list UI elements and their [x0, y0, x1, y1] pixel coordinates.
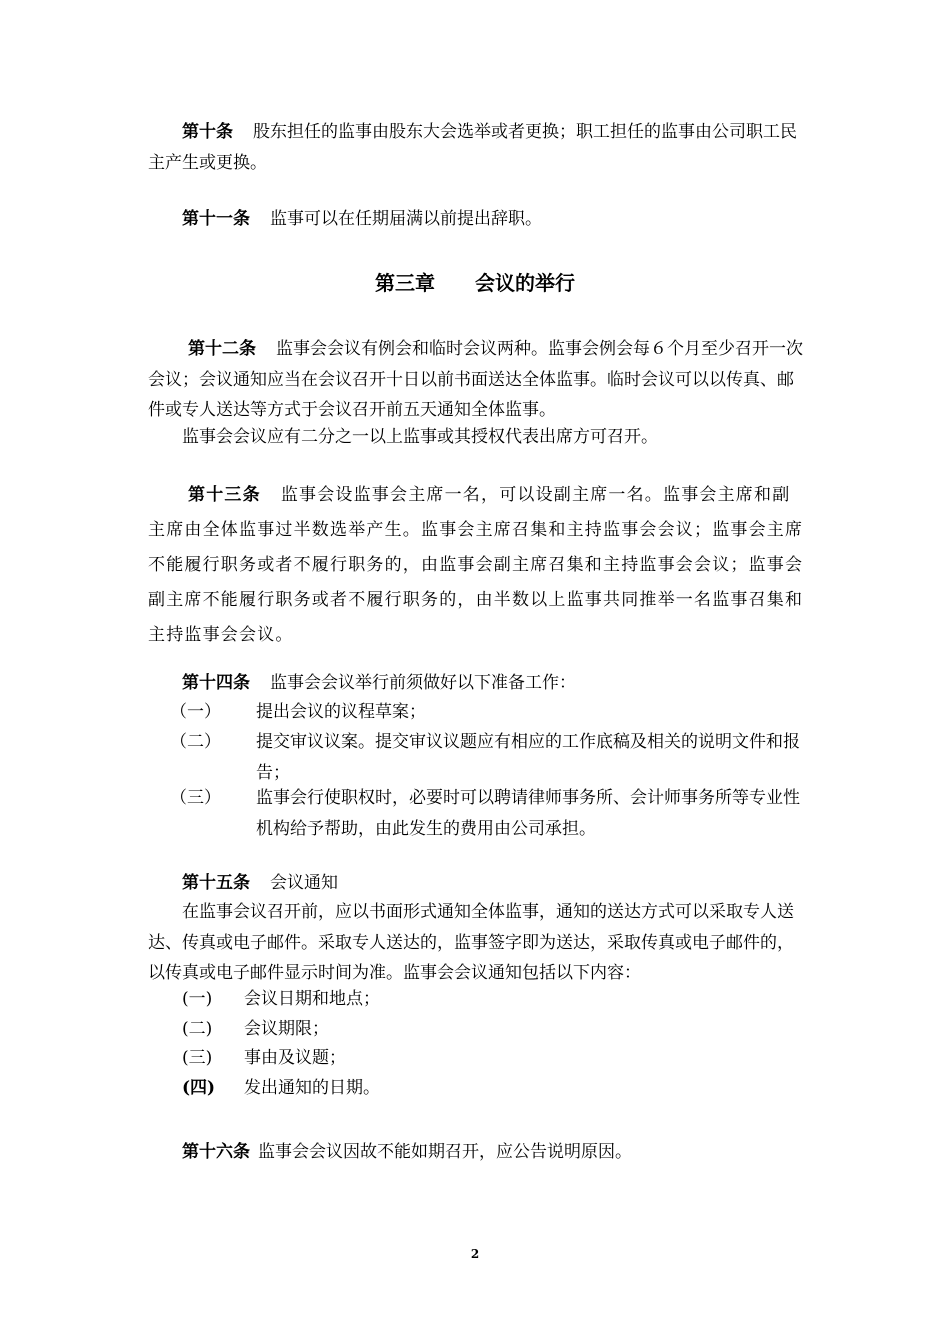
list-item-number: (一) [182, 989, 213, 1009]
article-16 [148, 1137, 808, 1168]
article-15-text: 会议通知 [270, 873, 338, 893]
list-item-number: (三) [182, 1048, 213, 1068]
article-15-label: 第十五条 [182, 873, 250, 893]
article-11-text: 监事可以在任期届满以前提出辞职。 [270, 209, 542, 229]
list-item-number: （三） [170, 788, 221, 808]
article-14-label: 第十四条 [182, 673, 250, 693]
article-15 [148, 868, 808, 899]
list-item-number: （二） [170, 732, 221, 752]
list-item-text: 提出会议的议程草案； [256, 702, 426, 722]
article-12-text: 监事会会议有例会和临时会议两种。监事会例会每６个月至少召开一次会议；会议通知应当在会议召开十日以前书面送达全体监事。临时会议可以以传真、邮件或专人送达等方式于会议召开前五天通知全体监事。 [148, 339, 803, 420]
article-12-label: 第十二条 [188, 339, 256, 359]
article-11 [148, 204, 808, 235]
list-item-text: 会议期限； [244, 1019, 329, 1039]
list-item-number: (四) [182, 1078, 216, 1098]
article-13 [148, 478, 808, 653]
chapter-prefix: 第三章 [375, 271, 435, 295]
article-16-label: 第十六条 [182, 1142, 250, 1162]
list-item-text: 发出通知的日期。 [244, 1078, 380, 1098]
page-number: 2 [470, 1247, 480, 1261]
article-15-para-2: 在监事会议召开前，应以书面形式通知全体监事，通知的送达方式可以采取专人送达、传真或电子邮件。采取专人送达的，监事签字即为送达，采取传真或电子邮件的，以传真或电子邮件显示时间为准。监事会会议通知包括以下内容： [148, 902, 794, 983]
article-16-text: 监事会会议因故不能如期召开，应公告说明原因。 [258, 1142, 632, 1162]
chapter-title: 会议的举行 [475, 271, 575, 295]
list-item-text: 事由及议题； [244, 1048, 346, 1068]
article-13-label: 第十三条 [188, 485, 261, 505]
list-item-number: （一） [170, 702, 221, 722]
article-11-label: 第十一条 [182, 209, 250, 229]
article-10-label: 第十条 [182, 122, 233, 142]
article-14-text: 监事会会议举行前须做好以下准备工作： [270, 673, 576, 693]
list-item-text: 会议日期和地点； [244, 989, 380, 1009]
list-item-number: (二) [182, 1019, 213, 1039]
article-13-text: 监事会设监事会主席一名，可以设副主席一名。监事会主席和副主席由全体监事过半数选举产生。监事会主席召集和主持监事会会议；监事会主席不能履行职务或者不履行职务的，由监事会副主席召集和主持监事会会议；监事会副主席不能履行职务或者不履行职务的，由半数以上监事共同推举一名监事召集和主持监事会会议。 [148, 485, 804, 645]
list-item-text: 提交审议议案。提交审议议题应有相应的工作底稿及相关的说明文件和报告； [256, 732, 800, 783]
article-10 [148, 117, 808, 178]
list-item-text: 监事会行使职权时，必要时可以聘请律师事务所、会计师事务所等专业性机构给予帮助，由此发生的费用由公司承担。 [256, 788, 800, 839]
article-12-para-2: 监事会会议应有二分之一以上监事或其授权代表出席方可召开。 [182, 427, 658, 447]
article-14 [148, 668, 808, 699]
article-12 [148, 334, 808, 426]
chapter-heading [0, 268, 950, 298]
article-10-text: 股东担任的监事由股东大会选举或者更换；职工担任的监事由公司职工民主产生或更换。 [148, 122, 797, 173]
